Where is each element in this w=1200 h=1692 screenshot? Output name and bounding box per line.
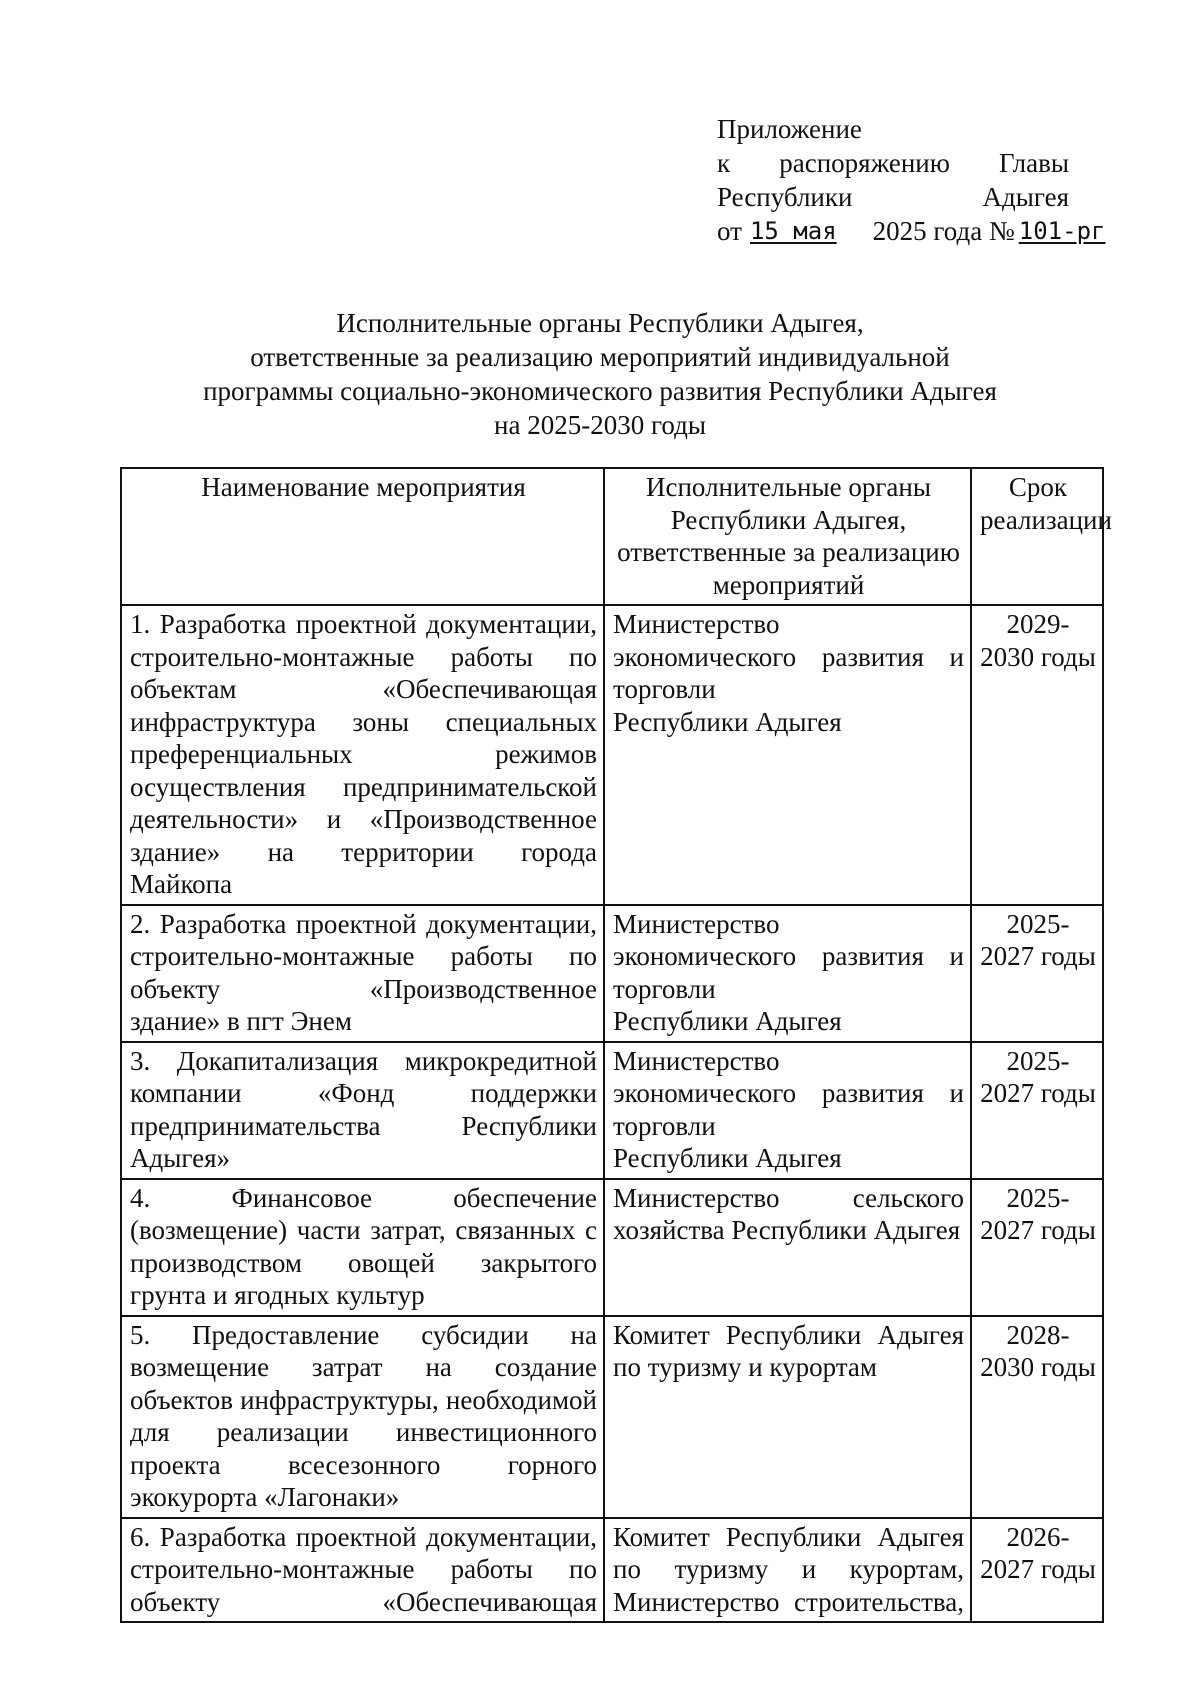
- executor-text: Министерство сельского: [613, 1182, 964, 1213]
- measure-name-cell: [121, 1179, 604, 1316]
- measure-name-end: экокурорта «Лагонаки»: [130, 1482, 400, 1512]
- measure-name: 5. Предоставление субсидии на возмещение затрат на создание объектов инфраструктуры, необходимой для реализации инвестиционного проекта всесезонного горного: [130, 1319, 597, 1480]
- appendix-text: распоряжению: [779, 148, 950, 178]
- date-day: 15 мая: [749, 217, 837, 245]
- executor-text: Министерство экономического развития и торговли: [613, 908, 964, 1004]
- table-row: [121, 605, 1103, 905]
- executor-text-end: по туризму и курортам: [613, 1352, 877, 1382]
- executor-cell: [604, 1316, 971, 1518]
- measure-name: 2. Разработка проектной документации, строительно-монтажные работы по объекту «Производственное: [130, 908, 597, 1004]
- measure-name: 1. Разработка проектной документации, строительно-монтажные работы по объектам «Обеспечивающая инфраструктура зоны специальных преференциальных режимов осуществления предпринимательской деятельности» и «Производственное здание» на территории города: [130, 609, 597, 867]
- executor-cell: [604, 1518, 971, 1623]
- measure-name-cell: [121, 1042, 604, 1179]
- measure-name: 3. Докапитализация микрокредитной компании «Фонд поддержки предпринимательства Республики: [130, 1045, 597, 1141]
- header-executor: Исполнительные органы Республики Адыгея, ответственные за реализацию мероприятий: [604, 468, 971, 605]
- executor-text-end: Республики Адыгея: [613, 706, 842, 737]
- executor-text: Комитет Республики Адыгея: [613, 1319, 964, 1350]
- table-row: [121, 1316, 1103, 1518]
- appendix-text: к: [717, 148, 731, 178]
- appendix-line-2: [717, 146, 1069, 180]
- term-cell: 2025-2027 годы: [971, 1042, 1103, 1179]
- measure-name-end: здание» в пгт Энем: [130, 1006, 352, 1036]
- executor-cell: [604, 1179, 971, 1316]
- executor-text: Комитет Республики Адыгея по туризму и курортам, Министерство строительства,: [613, 1521, 964, 1617]
- document-title: [160, 306, 1040, 442]
- executor-text-end: хозяйства Республики Адыгея: [613, 1215, 961, 1245]
- term-cell: 2028-2030 годы: [971, 1316, 1103, 1518]
- term-cell: 2026-2027 годы: [971, 1518, 1103, 1623]
- appendix-line-1: [717, 112, 1069, 146]
- measure-name-cell: [121, 1316, 604, 1518]
- document-number: 101-рг: [1018, 217, 1106, 245]
- appendix-block: [717, 112, 1106, 248]
- measure-name-end: грунта и ягодных культур: [130, 1280, 425, 1310]
- measure-name-cell: [121, 905, 604, 1042]
- term-cell: 2029-2030 годы: [971, 605, 1103, 905]
- header-term: Срок реализации: [971, 468, 1103, 605]
- table-row: [121, 1179, 1103, 1316]
- measure-name: 6. Разработка проектной документации, строительно-монтажные работы по объекту «Обеспечивающая: [130, 1521, 597, 1617]
- title-line: ответственные за реализацию мероприятий индивидуальной: [250, 342, 950, 372]
- table-header-row: [121, 468, 1103, 605]
- measure-name-cell: [121, 605, 604, 905]
- measure-name-cell: [121, 1518, 604, 1623]
- appendix-line-3: [717, 180, 1069, 214]
- measure-name-end: Майкопа: [130, 869, 233, 899]
- executor-cell: [604, 1042, 971, 1179]
- title-line: на 2025-2030 годы: [494, 410, 706, 440]
- appendix-label: Приложение: [717, 114, 862, 144]
- date-year: 2025 года №: [872, 216, 1015, 246]
- table-row: [121, 1518, 1103, 1623]
- date-prefix: от: [717, 216, 742, 246]
- measures-table: [120, 467, 1112, 1623]
- title-line: программы социально-экономического развития Республики Адыгея: [203, 376, 997, 406]
- appendix-text: Адыгея: [982, 182, 1069, 212]
- measure-name-end: Адыгея»: [130, 1143, 230, 1173]
- executor-text-end: Республики Адыгея: [613, 1143, 842, 1173]
- table-row: [121, 905, 1103, 1042]
- executor-text: Министерство экономического развития и торговли: [613, 1045, 964, 1141]
- executor-cell: [604, 905, 971, 1042]
- table-row: [121, 1042, 1103, 1179]
- executor-text: Министерство экономического развития и торговли: [613, 609, 964, 704]
- title-line: Исполнительные органы Республики Адыгея,: [336, 308, 864, 338]
- term-cell: 2025-2027 годы: [971, 1179, 1103, 1316]
- appendix-text: Республики: [717, 182, 853, 212]
- executor-text-end: Республики Адыгея: [613, 1006, 842, 1036]
- appendix-text: Главы: [999, 148, 1069, 178]
- measure-name: 4. Финансовое обеспечение (возмещение) части затрат, связанных с производством овощей закрытого: [130, 1182, 597, 1278]
- appendix-date-line: [717, 214, 1106, 248]
- term-cell: 2025-2027 годы: [971, 905, 1103, 1042]
- header-name: Наименование мероприятия: [121, 468, 604, 605]
- executor-cell: [604, 605, 971, 905]
